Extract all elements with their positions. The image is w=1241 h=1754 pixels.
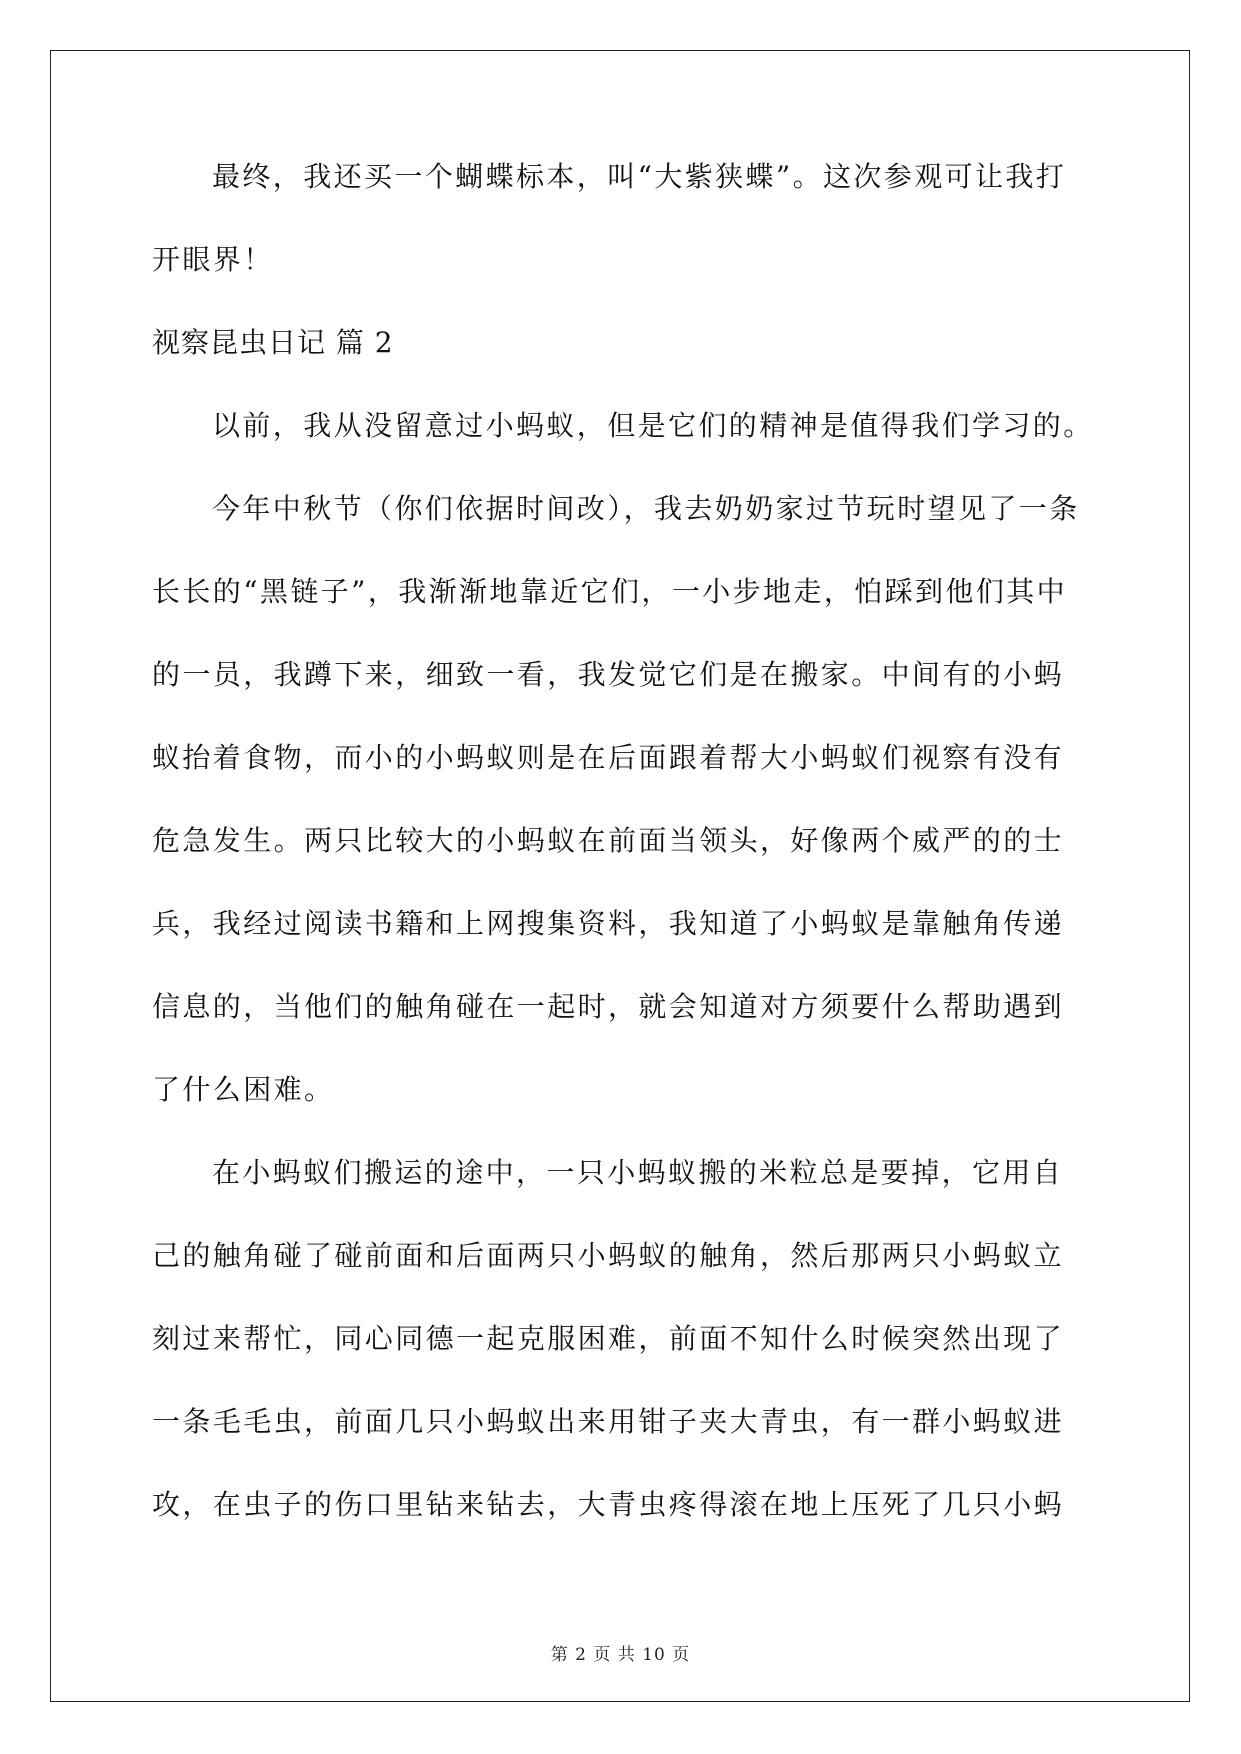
paragraph-line: 今年中秋节（你们依据时间改），我去奶奶家过节玩时望见了一条 bbox=[212, 492, 1080, 525]
section-heading: 视察昆虫日记 篇 2 bbox=[152, 326, 394, 359]
paragraph-line: 的一员，我蹲下来，细致一看，我发觉它们是在搬家。中间有的小蚂 bbox=[152, 658, 1065, 691]
paragraph-line: 以前，我从没留意过小蚂蚁，但是它们的精神是值得我们学习的。 bbox=[212, 409, 1094, 442]
paragraph-line: 一条毛毛虫，前面几只小蚂蚁出来用钳子夹大青虫，有一群小蚂蚁进 bbox=[152, 1405, 1065, 1438]
paragraph-line: 攻，在虫子的伤口里钻来钻去，大青虫疼得滚在地上压死了几只小蚂 bbox=[152, 1488, 1065, 1521]
paragraph-line: 信息的，当他们的触角碰在一起时，就会知道对方须要什么帮助遇到 bbox=[152, 990, 1065, 1023]
paragraph-line: 兵，我经过阅读书籍和上网搜集资料，我知道了小蚂蚁是靠触角传递 bbox=[152, 907, 1065, 940]
paragraph-line: 长长的“黑链子”，我渐渐地靠近它们，一小步地走，怕踩到他们其中 bbox=[152, 575, 1068, 608]
paragraph-line: 开眼界！ bbox=[152, 243, 274, 276]
paragraph-line: 在小蚂蚁们搬运的途中，一只小蚂蚁搬的米粒总是要掉，它用自 bbox=[212, 1156, 1064, 1189]
paragraph-line: 了什么困难。 bbox=[152, 1073, 335, 1106]
paragraph-line: 蚁抬着食物，而小的小蚂蚁则是在后面跟着帮大小蚂蚁们视察有没有 bbox=[152, 741, 1065, 774]
page-number-footer: 第 2 页 共 10 页 bbox=[550, 1645, 691, 1665]
paragraph-line: 最终，我还买一个蝴蝶标本，叫“大紫狭蝶”。这次参观可让我打 bbox=[212, 160, 1067, 193]
paragraph-line: 刻过来帮忙，同心同德一起克服困难，前面不知什么时候突然出现了 bbox=[152, 1322, 1065, 1355]
paragraph-line: 己的触角碰了碰前面和后面两只小蚂蚁的触角，然后那两只小蚂蚁立 bbox=[152, 1239, 1065, 1272]
paragraph-line: 危急发生。两只比较大的小蚂蚁在前面当领头，好像两个威严的的士 bbox=[152, 824, 1065, 857]
page-border bbox=[50, 50, 1190, 1702]
